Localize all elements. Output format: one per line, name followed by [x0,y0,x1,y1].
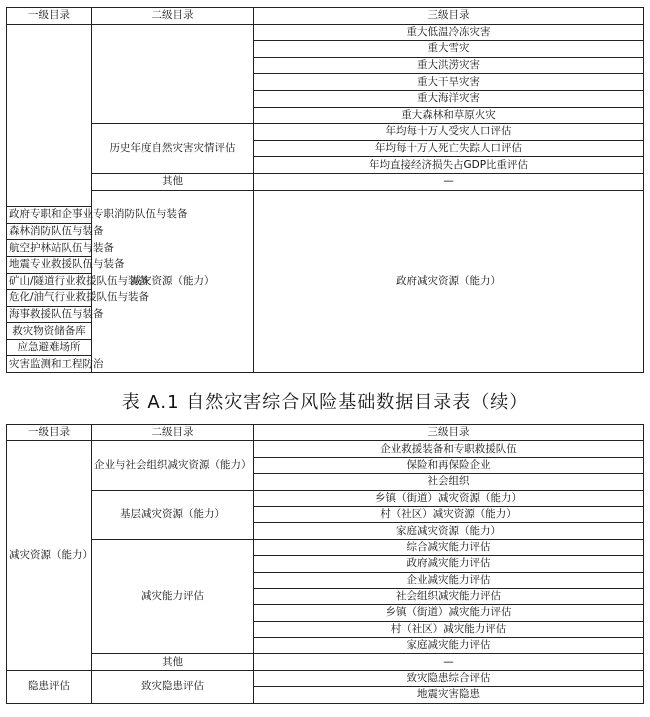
header-level3: 三级目录 [254,8,644,25]
level2-cell-other: 其他 [92,654,254,670]
level3-cell: — [254,654,644,670]
table-row [7,670,644,686]
level1-cell-empty [7,24,92,207]
level3-cell: 乡镇（街道）减灾能力评估 [254,605,644,621]
level3-cell: 救灾物资储备库 [7,323,92,340]
table-row [7,654,644,670]
table-header-row [7,8,644,25]
level3-cell: 重大干旱灾害 [254,74,644,91]
caption-suffix: （续） [471,392,529,413]
level3-cell: 矿山/隧道行业救援队伍与装备 [7,273,92,290]
table-row [7,190,644,207]
level3-cell: 重大洪涝灾害 [254,57,644,74]
level2-cell-other: 其他 [92,173,254,190]
level3-cell: 政府减灾能力评估 [254,556,644,572]
level3-cell: 企业救援装备和专职救援队伍 [254,441,644,457]
table-row [7,490,644,506]
level1-cell-hazard: 隐患评估 [7,670,92,703]
level3-cell: 重大森林和草原火灾 [254,107,644,124]
level2-cell-empty [92,24,254,124]
level2-cell-enterprise: 企业与社会组织减灾资源（能力） [92,441,254,490]
level3-cell: 重大雪灾 [254,41,644,58]
level3-cell: 乡镇（街道）减灾资源（能力） [254,490,644,506]
level3-cell: 保险和再保险企业 [254,457,644,473]
level3-cell: 村（社区）减灾能力评估 [254,621,644,637]
catalog-table-2 [6,424,644,704]
table-row [7,173,644,190]
catalog-table-1 [6,7,644,373]
level3-cell: 社会组织减灾能力评估 [254,588,644,604]
level2-cell-hazard: 致灾隐患评估 [92,670,254,703]
level2-cell-grassroots: 基层减灾资源（能力） [92,490,254,539]
level3-cell: 应急避难场所 [7,339,92,356]
table-row [7,441,644,457]
level3-cell: 年均每十万人受灾人口评估 [254,124,644,141]
level3-cell: 家庭减灾资源（能力） [254,523,644,539]
level3-cell: 危化/油气行业救援队伍与装备 [7,290,92,307]
level3-cell: 年均直接经济损失占GDP比重评估 [254,157,644,174]
header-level1: 一级目录 [7,425,92,441]
header-level2: 二级目录 [92,8,254,25]
level3-cell: 社会组织 [254,474,644,490]
level2-cell-capacity: 减灾能力评估 [92,539,254,654]
table-header-row [7,425,644,441]
header-level3: 三级目录 [254,425,644,441]
level2-cell-history: 历史年度自然灾害灾情评估 [92,124,254,174]
level3-cell: 致灾隐患综合评估 [254,670,644,686]
level3-cell: 政府专职和企事业专职消防队伍与装备 [7,207,92,224]
table-row [7,539,644,555]
header-level1: 一级目录 [7,8,92,25]
level1-cell-reduction: 减灾资源（能力） [7,441,92,670]
level2-cell-gov: 政府减灾资源（能力） [254,190,644,373]
caption-title: 表 A.1 自然灾害综合风险基础数据目录表 [121,392,472,413]
level3-cell: 综合减灾能力评估 [254,539,644,555]
level3-cell: 家庭减灾能力评估 [254,638,644,654]
level3-cell: 海事救援队伍与装备 [7,306,92,323]
table-row [7,124,644,141]
level3-cell: — [254,173,644,190]
header-level2: 二级目录 [92,425,254,441]
level1-cell-reduction: 减灾资源（能力） [92,190,254,373]
level3-cell: 重大低温冷冻灾害 [254,24,644,41]
level3-cell: 灾害监测和工程防治 [7,356,92,373]
level3-cell: 森林消防队伍与装备 [7,223,92,240]
level3-cell: 地震专业救援队伍与装备 [7,256,92,273]
level3-cell: 企业减灾能力评估 [254,572,644,588]
level3-cell: 村（社区）减灾资源（能力） [254,506,644,522]
level3-cell: 年均每十万人死亡失踪人口评估 [254,140,644,157]
table-caption [0,388,650,414]
level3-cell: 航空护林站队伍与装备 [7,240,92,257]
level3-cell: 重大海洋灾害 [254,90,644,107]
table-row [7,24,644,41]
level3-cell: 地震灾害隐患 [254,687,644,703]
